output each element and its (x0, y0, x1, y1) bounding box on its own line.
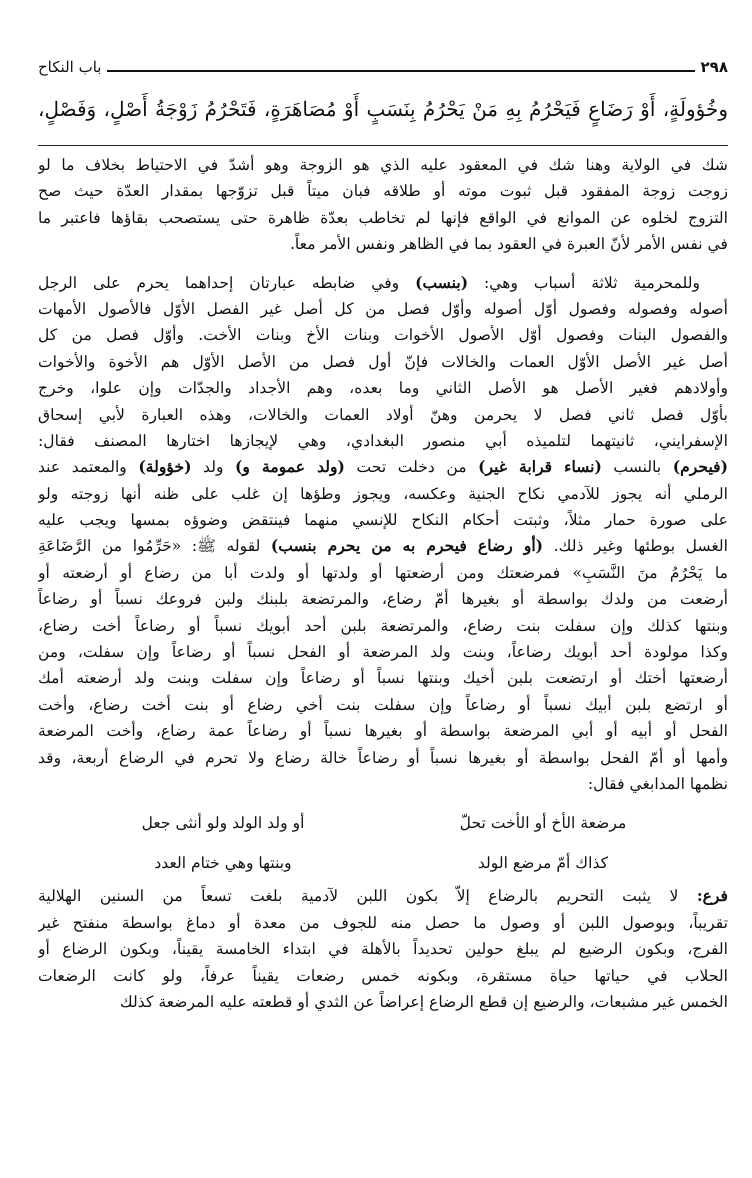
text-line (38, 296, 728, 322)
text-run: وللمحرمية ثلاثة أسباب وهي: (468, 273, 700, 292)
text-run: ما يَحْرُمُ منَ النَّسَبِ» فمرضعتك ومن أرضعتها أو ولدتها أو ولدت أبا من رضاع أو أرضعته أو (38, 563, 728, 582)
text-line (38, 718, 728, 744)
bold-matn-quote: (خؤولة) (138, 457, 192, 477)
text-run: الإسفرايني، ثانيتهما لتلميذه أبي منصور البغدادي، وهي لإيجازها اختارها المصنف فقال: (38, 431, 728, 450)
text-line (38, 507, 728, 533)
text-run: الفرج، وبكون الرضيع لم يبلغ حولين تحديداً بالأهلة في ابتداء الخامسة يقيناً، وبكون الرضاع أو (38, 940, 728, 959)
matn-separator-rule (38, 145, 728, 146)
text-line (38, 639, 728, 665)
text-line (38, 205, 728, 231)
text-run: بأوّل فصل ثاني فصل لا يحرمن وهنّ أولاد العمات والخالات، وهذه العبارة لأبي إسحاق (38, 405, 728, 424)
text-run: في نفس الأمر لأنّ العبرة في العقود بما في الظاهر ونفس الأمر معاً. (289, 235, 728, 254)
text-line (38, 152, 728, 178)
matn-text: وخُؤولَةٍ، أَوْ رَضَاعٍ فَيَحْرُمُ بِهِ مَنْ يَحْرُمُ بِنَسَبٍ أَوْ مُصَاهَرَةٍ، فَتَحْرُمُ زَوْجَةُ أَصْلٍ، وَفَصْلٍ، (38, 97, 728, 121)
text-line (38, 375, 728, 401)
bold-matn-quote: (فيحرم) (672, 457, 728, 477)
text-run: أو ارتضع بلبن أبيك نسباً أو رضاعاً وإن سفلت بنت أخي رضاع أو بنت أخت رضاع، وأخت (38, 695, 728, 714)
page-number: ٢٩٨ (700, 58, 728, 76)
text-run: وأمها أو أمّ الفحل بواسطة أو بغيرها نسباً أو رضاعاً خالة رضاع ولا تحرم في الرضاع أربعة، وقد (38, 748, 728, 767)
text-run: أرضعتها أختك أو ارتضعت بلبن أخيك وبنتها نسباً أو رضاعاً وإن سفلت وبنت ولد أرضعته أمك (38, 669, 728, 688)
text-run: أرضعت من ولدك بواسطة أو بغيرها أمّ رضاع، والمرتضعة بلبنك ولبن فروعك نسباً أو رضاعاً (38, 590, 728, 609)
text-run: وفي ضابطه عبارتان إحداهما يحرم على الرجل (38, 273, 416, 292)
text-run: نظمها المدابغي فقال: (587, 774, 728, 793)
text-line (38, 586, 728, 612)
text-line (38, 270, 728, 296)
running-header (38, 52, 728, 76)
text-line (38, 178, 728, 204)
text-run: بالنسب (601, 458, 673, 477)
text-line (38, 963, 728, 989)
text-line (38, 560, 728, 586)
bold-matn-quote: (أو رضاع فيحرم به من يحرم بنسب) (270, 536, 544, 556)
text-line (38, 745, 728, 771)
commentary-paragraph-1 (38, 152, 728, 258)
text-run: وبنتها كذلك وإن سفلت بنت رضاع، والمرتضعة بلبن أحد أبويك نسباً أو رضاعاً أخت رضاع، (38, 616, 728, 635)
bold-matn-quote: (نساء قرابة غير) (478, 457, 602, 477)
text-run: أصوله وفصوله وفصول أوّل أصوله وأوّل فصل من كل أصل غير الفصل الأوّل فالأصول الأمهات (38, 299, 728, 318)
text-line (38, 665, 728, 691)
text-run: الرملي أنه يجوز للآدمي نكاح الجنية وعكسه، ويجوز وطؤها إن غلب على ظنه أنها زوجته ولو (38, 484, 728, 503)
text-run: والمعتمد عند (38, 458, 139, 477)
text-run: التزوج لخلوه عن الموانع في الواقع فإنها لم تخاطب بعدّة ظاهرة حتى يستصحب بقاؤها فاعتبر ما (38, 208, 728, 227)
text-line (38, 692, 728, 718)
text-line (38, 454, 728, 480)
commentary-paragraph-3 (38, 883, 728, 1015)
bold-matn-quote: فرع: (696, 886, 728, 906)
poem-second-hemistich: وبنتها وهي ختام العدد (154, 854, 292, 873)
commentary-body (38, 152, 728, 1015)
text-run: وأولادهم فغير الأصل هو الأصل الثاني وما بعده، وهم الأجداد والجدّات وإن علوا، وخرج (38, 379, 728, 398)
text-run: تقريباً، وبوصول اللبن أو وصول ما حصل منه للجوف من معدة أو دماغ بواسطة منفتح غير (38, 913, 728, 932)
text-line (38, 322, 728, 348)
poem-verse (103, 843, 663, 883)
bold-matn-quote: (بنسب) (415, 272, 469, 292)
text-run: ولد (191, 458, 236, 477)
text-line (38, 771, 728, 797)
text-line (38, 989, 728, 1015)
poem-second-hemistich: أو ولد الولد ولو أنثى جعل (141, 814, 305, 833)
text-run: الفحل أو أبيه أو أبي المرضعة بواسطة أو بغيرها نسباً أو رضاعاً عمة رضاع، وأخت المرضعة (38, 722, 728, 741)
text-run: من دخلت تحت (344, 458, 479, 477)
text-run: الخمس غير مشبعات، والرضيع إن قطع الرضاع إعراضاً عن الثدي أو قطعته عليه المرضعة كذلك (119, 992, 728, 1011)
chapter-title: باب النكاح (38, 58, 102, 76)
poem-first-hemistich: مرضعة الأخ أو الأخت تحلّ (459, 814, 627, 833)
text-line (38, 883, 728, 909)
text-run: على صورة حمار مثلاً، وثبتت أحكام النكاح للإنسي منهما فينتقض وضوؤه بمسها ويجب عليه (38, 511, 728, 530)
text-run: زوجت زوجة المفقود قبل ثبوت موته أو طلاقه فبان ميتاً قبل تزوّجها بمقدار العدّة حيث صح (38, 182, 728, 201)
paragraph-gap (38, 258, 728, 270)
text-line (38, 481, 728, 507)
poem-verses (103, 803, 663, 883)
poem-first-hemistich: كذاك أمّ مرضع الولد (477, 854, 609, 873)
poem-verse (103, 803, 663, 843)
text-run: شك في الولاية وهنا شك في المعقود عليه الذي هو الزوجة وهو أشدّ في الاحتياط بخلاف ما لو (38, 156, 728, 174)
text-line (38, 231, 728, 257)
text-line (38, 428, 728, 454)
bold-matn-quote: (ولد عمومة و) (235, 457, 345, 477)
text-line (38, 402, 728, 428)
text-run: الحلاب في حياتها حياة مستقرة، وبكونه خمس رضعات يقيناً عرفاً، ولو كانت الرضعات (38, 966, 728, 985)
text-line (38, 349, 728, 375)
text-run: أصل غير الأصل الأوّل العمات والخالات فإنّ أول فصل من الأصل الأوّل هم الأخوة والأخوات (38, 352, 728, 371)
text-line (38, 533, 728, 559)
text-run: لا يثبت التحريم بالرضاع إلاّ بكون اللبن لآدمية بلغت تسعاً من السنين الهلالية (38, 887, 697, 906)
text-run: الغسل بوطئها وغير ذلك. (543, 537, 728, 556)
text-line (38, 910, 728, 936)
text-run: وكذا مولودة أحد أبويك رضاعاً، وبنت ولد المرضعة أو الفحل نسباً أو رضاعاً وإن سفلت، ومن (38, 643, 728, 662)
text-line (38, 613, 728, 639)
text-run: والفصول البنات وفصول أوّل الأصول الأخوات وبنات الأخ وبنات الأخت. وأوّل فصل من كل (38, 326, 728, 345)
text-line (38, 936, 728, 962)
header-rule (107, 70, 694, 72)
commentary-paragraph-2 (38, 270, 728, 798)
text-run: لقوله ﷺ: «حَرِّمُوا من الرَّضَاعَةِ (38, 537, 271, 556)
